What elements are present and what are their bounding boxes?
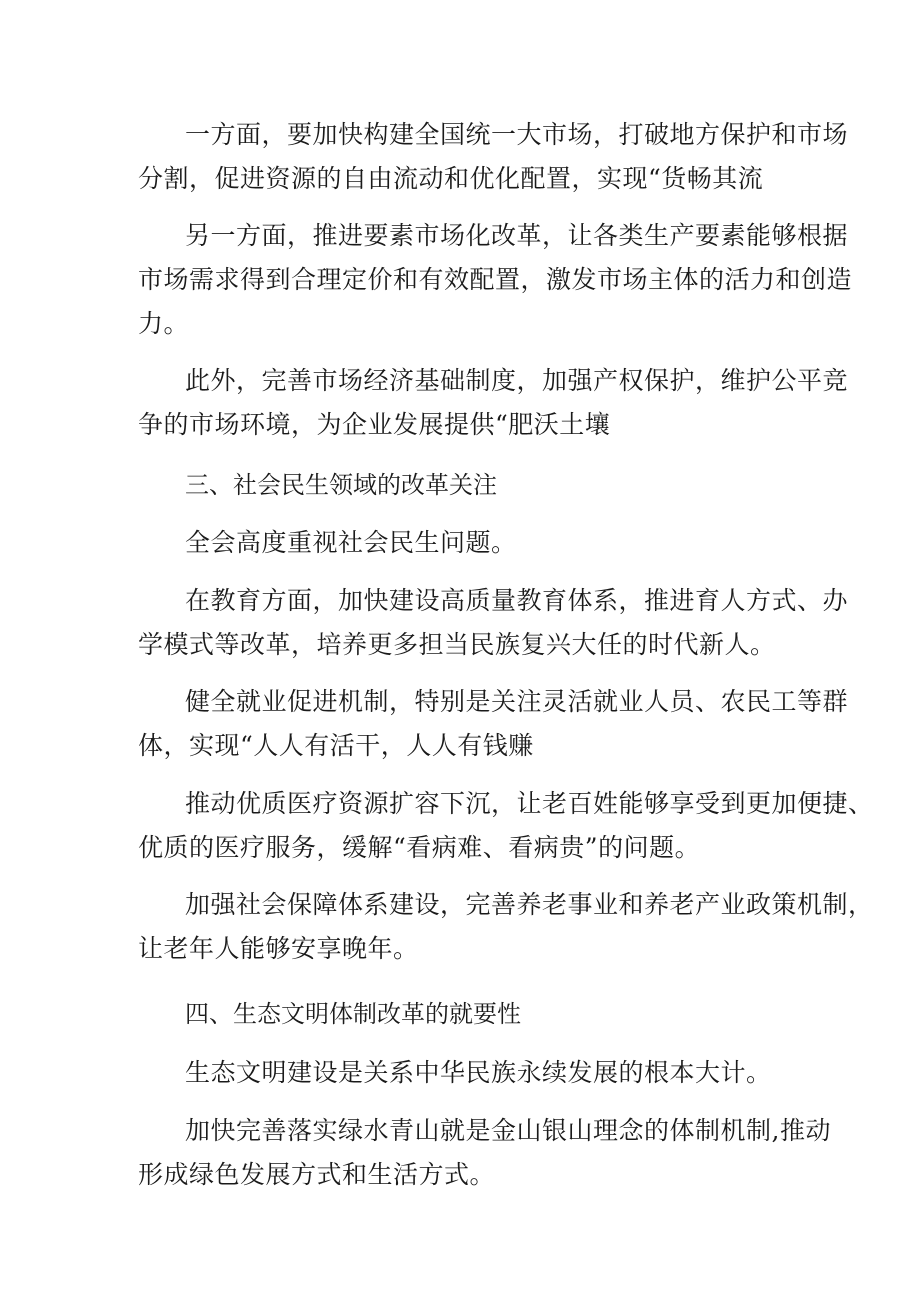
section-4-heading: 四、生态文明体制改革的就要性 xyxy=(185,1000,521,1028)
section-3-paragraph-3-line-2: 体，实现“人人有活干，人人有钱赚 xyxy=(138,731,534,760)
paragraph-1-line-1: 一方面，要加快构建全国统一大市场，打破地方保护和市场 xyxy=(185,120,849,149)
section-4-paragraph-2-line-1: 加快完善落实绿水青山就是金山银山理念的体制机制,推动 xyxy=(185,1116,831,1145)
section-3-paragraph-4-line-1: 推动优质医疗资源扩容下沉，让老百姓能够享受到更加便捷、 xyxy=(185,789,874,818)
section-4-paragraph-2-line-2: 形成绿色发展方式和生活方式。 xyxy=(138,1160,496,1189)
paragraph-2-line-3: 力。 xyxy=(138,309,190,338)
paragraph-2-line-2: 市场需求得到合理定价和有效配置，激发市场主体的活力和创造 xyxy=(138,265,853,294)
section-3-paragraph-5-line-1: 加强社会保障体系建设，完善养老事业和养老产业政策机制， xyxy=(185,890,874,919)
section-4-paragraph-1-line-1: 生态文明建设是关系中华民族永续发展的根本大计。 xyxy=(185,1058,772,1087)
section-3-paragraph-4-line-2: 优质的医疗服务，缓解“看病难、看病贵”的问题。 xyxy=(138,833,701,862)
paragraph-3-line-1: 此外，完善市场经济基础制度，加强产权保护，维护公平竞 xyxy=(185,366,849,395)
paragraph-2-line-1: 另一方面，推进要素市场化改革，让各类生产要素能够根据 xyxy=(185,221,849,250)
section-3-paragraph-3-line-1: 健全就业促进机制，特别是关注灵活就业人员、农民工等群 xyxy=(185,687,849,716)
section-3-paragraph-1-line-1: 全会高度重视社会民生问题。 xyxy=(185,528,517,557)
section-3-paragraph-2-line-2: 学模式等改革，培养更多担当民族复兴大任的时代新人。 xyxy=(138,630,776,659)
paragraph-3-line-2: 争的市场环境，为企业发展提供“肥沃土壤 xyxy=(138,410,611,439)
paragraph-1-line-2: 分割，促进资源的自由流动和优化配置，实现“货畅其流 xyxy=(138,164,764,193)
section-3-paragraph-2-line-1: 在教育方面，加快建设高质量教育体系，推进育人方式、办 xyxy=(185,586,849,615)
section-3-heading: 三、社会民生领域的改革关注 xyxy=(185,471,497,499)
section-3-paragraph-5-line-2: 让老年人能够安享晚年。 xyxy=(138,934,419,963)
